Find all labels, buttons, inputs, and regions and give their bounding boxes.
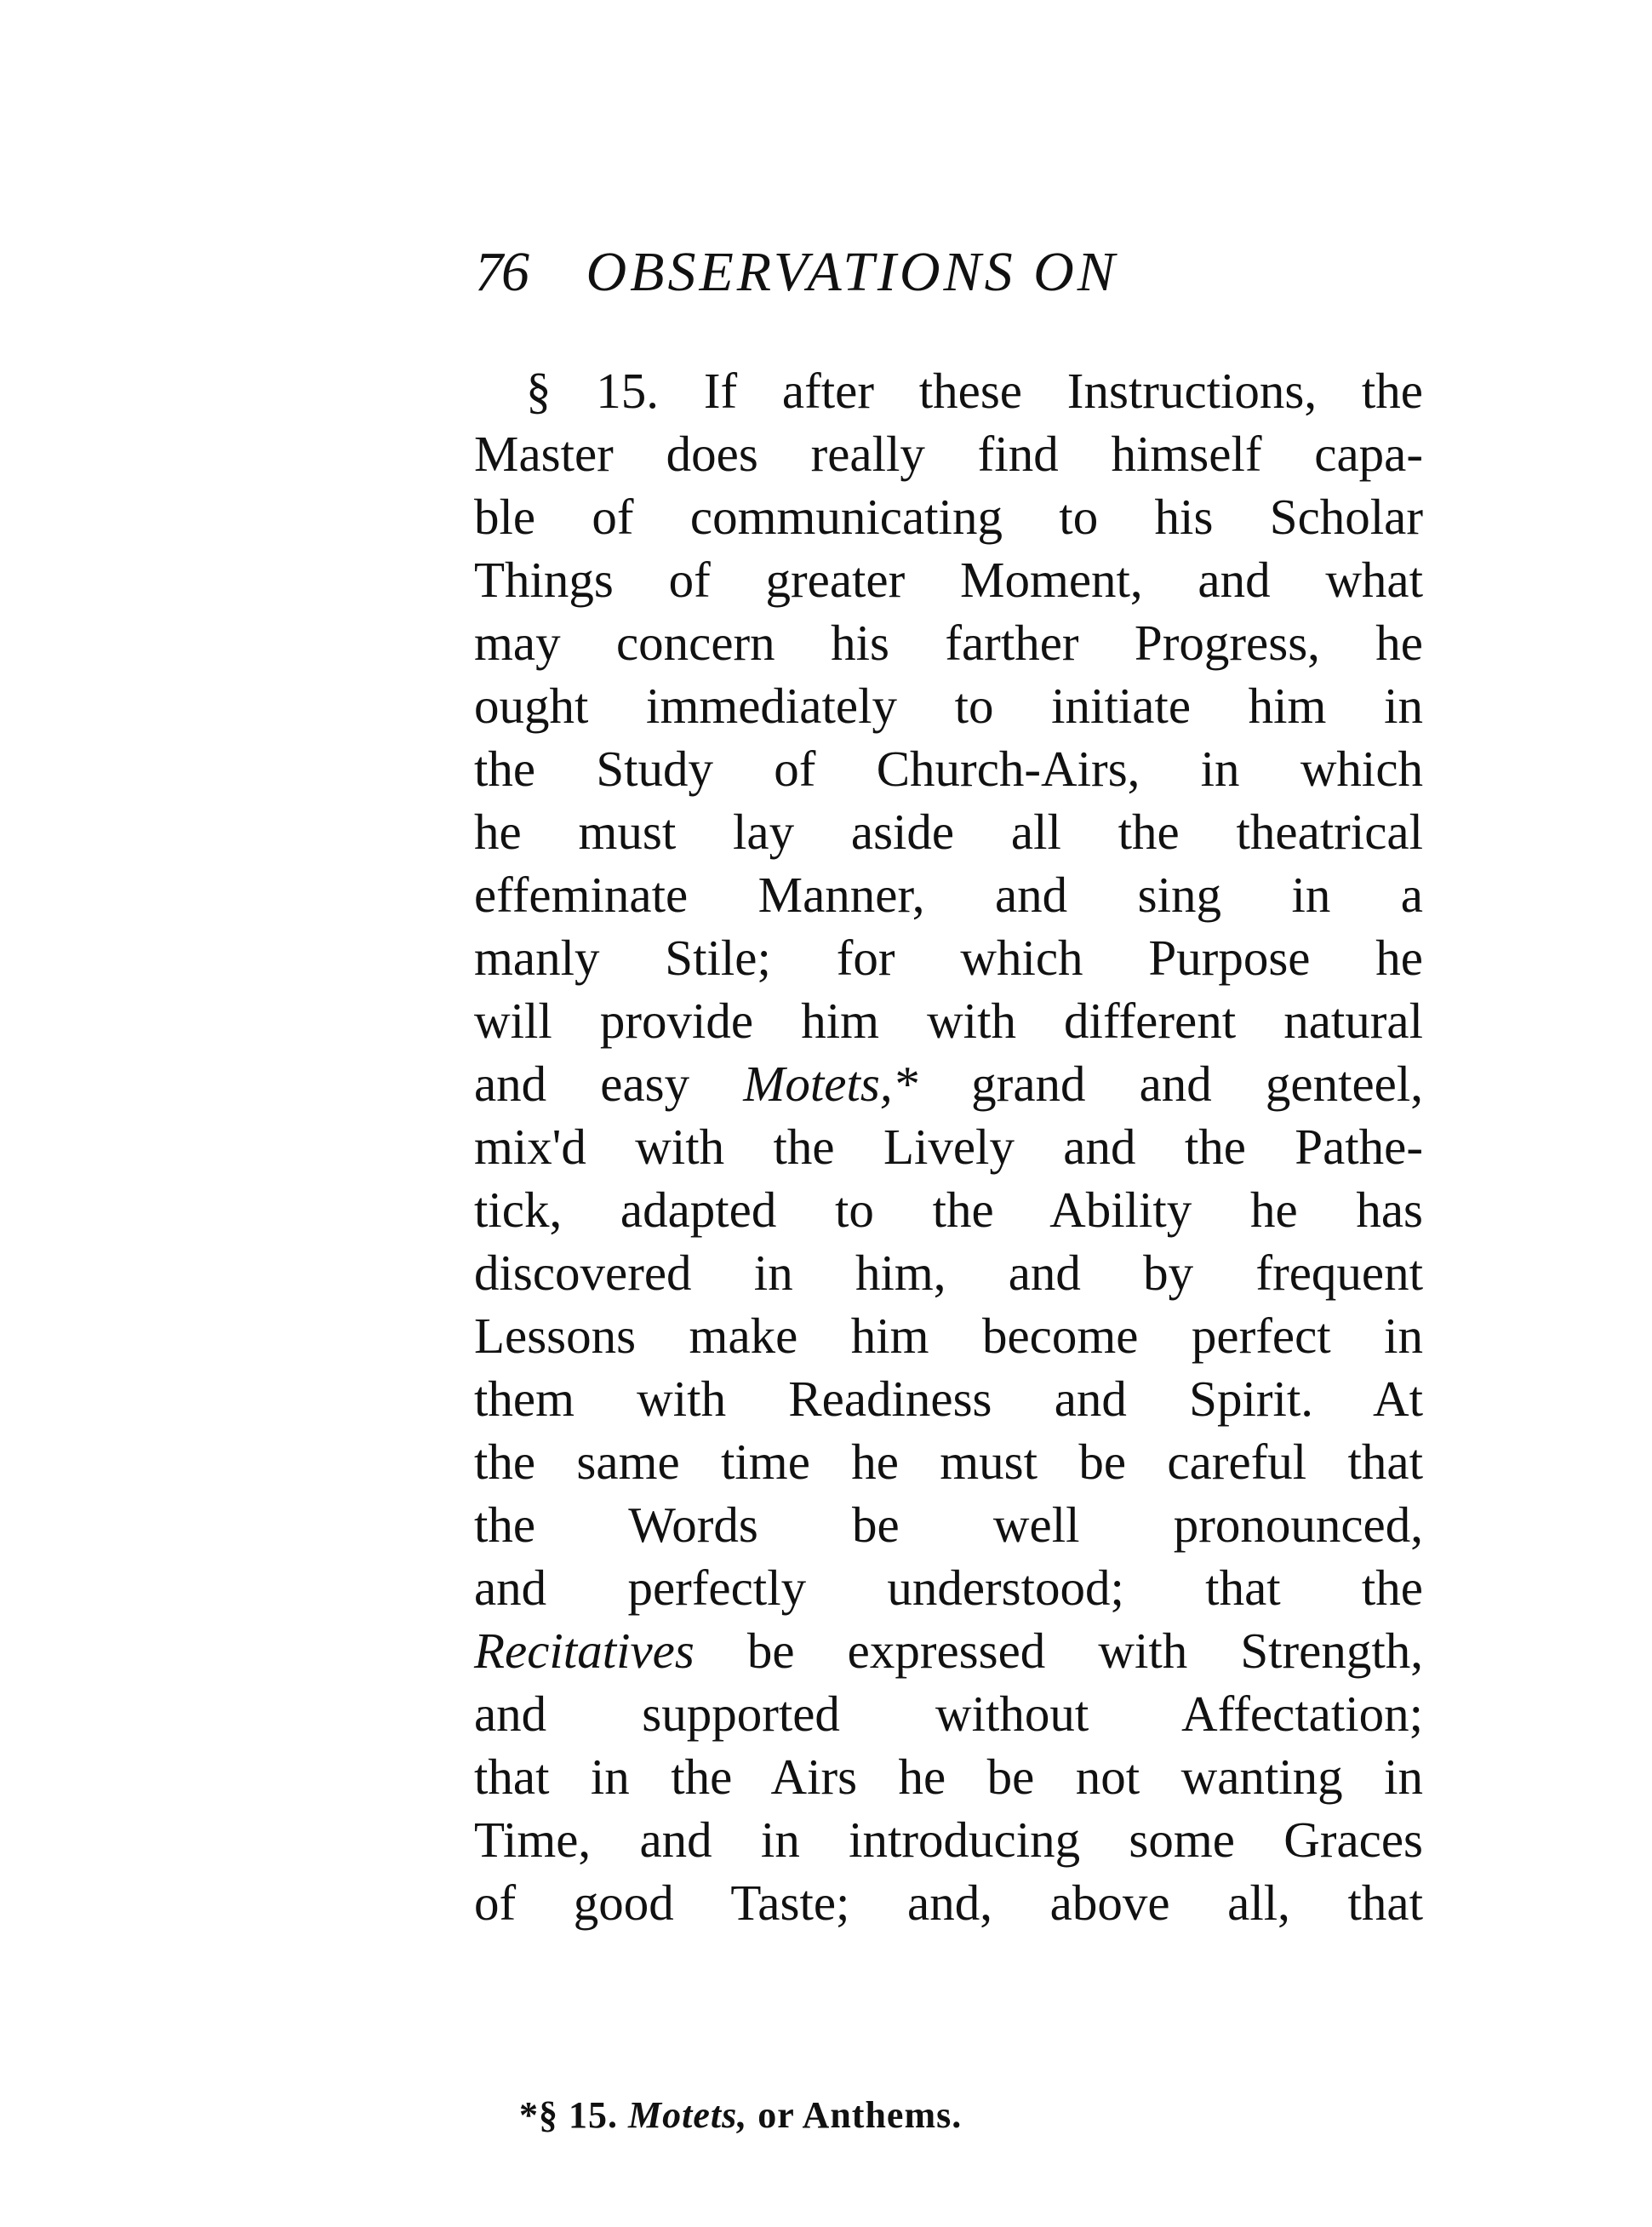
text-line: the Study of Church-Airs, in which (474, 741, 1423, 797)
text-segment: be expressed with Strength, (694, 1623, 1423, 1679)
text-line: and perfectly understood; that the (474, 1560, 1423, 1616)
text-line: ought immediately to initiate him in (474, 678, 1423, 734)
text-segment: grand and genteel, (917, 1056, 1423, 1112)
text-line: tick, adapted to the Ability he has (474, 1182, 1423, 1238)
text-line: manly Stile; for which Purpose he (474, 930, 1423, 986)
footnote-marker: *§ 15. (519, 2094, 618, 2136)
italic-term-recitatives: Recitatives (474, 1623, 695, 1679)
text-line: ble of communicating to his Scholar (474, 489, 1423, 545)
text-line: the Words be well pronounced, (474, 1497, 1423, 1553)
text-line: may concern his farther Progress, he (474, 615, 1423, 671)
text-line: Master does really find himself capa- (474, 426, 1423, 482)
text-line: of good Taste; and, above all, that (474, 1875, 1423, 1931)
text-line: discovered in him, and by frequent (474, 1245, 1423, 1301)
text-line-recitatives (474, 1619, 1423, 1682)
text-line: Time, and in introducing some Graces (474, 1812, 1423, 1868)
footnote-term: Motets, (628, 2094, 748, 2136)
text-line: § 15. If after these Instructions, the (526, 363, 1423, 419)
footnote-text: or Anthems. (757, 2094, 963, 2136)
page-number: 76 (475, 241, 528, 303)
text-line: he must lay aside all the theatrical (474, 804, 1423, 860)
text-line: effeminate Manner, and sing in a (474, 867, 1423, 923)
text-line-motets (474, 1052, 1423, 1115)
running-title: OBSERVATIONS ON (586, 241, 1118, 303)
text-line: the same time he must be careful that (474, 1434, 1423, 1490)
footnote (519, 2090, 962, 2141)
text-line: mix'd with the Lively and the Pathe- (474, 1119, 1423, 1175)
text-line: that in the Airs he be not wanting in (474, 1749, 1423, 1805)
text-line: Lessons make him become perfect in (474, 1308, 1423, 1364)
italic-term-motets: Motets,* (743, 1056, 918, 1112)
text-line: them with Readiness and Spirit. At (474, 1371, 1423, 1427)
text-line: will provide him with different natural (474, 993, 1423, 1049)
text-line: and supported without Affectation; (474, 1686, 1423, 1742)
text-line: Things of greater Moment, and what (474, 552, 1423, 608)
text-segment: and easy (474, 1056, 744, 1112)
